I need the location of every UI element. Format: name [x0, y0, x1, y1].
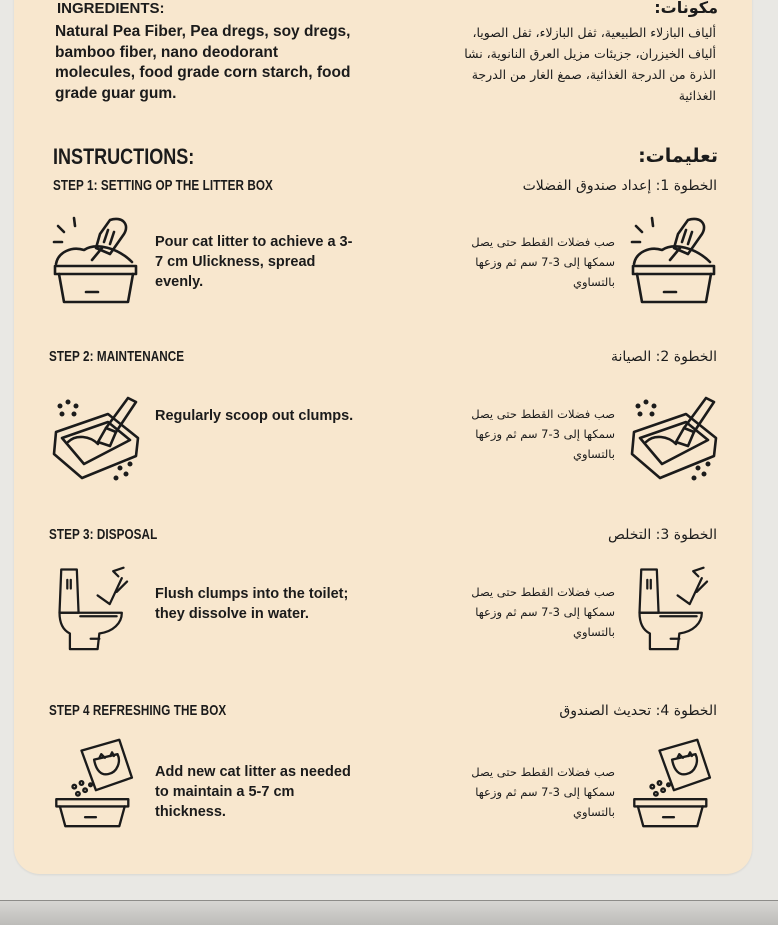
ingredients-text: Natural Pea Fiber, Pea dregs, soy dregs, bamboo fiber, nano deodorant molecules, food grade corn starch, food grade guar gum. [55, 23, 351, 102]
scoop-clumps-icon [50, 392, 140, 482]
step-2-heading-arabic: الخطوة 2: الصيانة [611, 349, 717, 365]
ingredients-text-arabic: ألياف البازلاء الطبيعية، ثفل البازلاء، ثفل الصويا، ألياف الخيزران، جزيئات مزيل العرق النانوية، نشا الذرة من الدرجة الغذائية، صمغ الغار من الدرجة الغذائية [464, 25, 716, 103]
step-1-heading: STEP 1: SETTING OP THE LITTER BOX [53, 177, 273, 194]
step-4-text: Add new cat litter as needed to maintain a 5-7 cm thickness. [155, 764, 351, 820]
step-3-text-arabic: صب فضلات القطط حتى يصل سمكها إلى 3-7 سم ثم وزعها بالتساوي [471, 585, 615, 639]
step-3-heading-arabic: الخطوة 3: التخلص [608, 527, 717, 543]
step-4-text-arabic: صب فضلات القطط حتى يصل سمكها إلى 3-7 سم ثم وزعها بالتساوي [471, 765, 615, 819]
add-litter-bag-icon [50, 738, 140, 828]
step-2-heading: STEP 2: MAINTENANCE [49, 348, 185, 365]
step-1-heading-arabic: الخطوة 1: إعداد صندوق الفضلات [522, 178, 717, 194]
bottom-edge [0, 900, 778, 925]
instructions-title-arabic: تعليمات: [638, 145, 718, 167]
step-4-heading-arabic: الخطوة 4: تحديث الصندوق [559, 703, 717, 719]
step-2-text-arabic: صب فضلات القطط حتى يصل سمكها إلى 3-7 سم ثم وزعها بالتساوي [471, 407, 615, 461]
step-4-heading: STEP 4 REFRESHING THE BOX [49, 702, 227, 719]
litter-box-scoop-icon [50, 212, 140, 302]
step-2-text: Regularly scoop out clumps. [155, 408, 354, 424]
ingredients-title-arabic: مكونات: [654, 0, 718, 17]
step-1-text: Pour cat litter to achieve a 3-7 cm Ulickness, spread evenly. [155, 234, 353, 290]
instructions-title: INSTRUCTIONS: [53, 144, 195, 169]
add-litter-bag-icon-arabic [628, 738, 718, 828]
step-1-text-arabic: صب فضلات القطط حتى يصل سمكها إلى 3-7 سم ثم وزعها بالتساوي [471, 235, 615, 289]
ingredients-title: INGREDIENTS: [57, 0, 165, 17]
litter-box-scoop-icon-arabic [628, 212, 718, 302]
step-3-heading: STEP 3: DISPOSAL [49, 526, 158, 543]
toilet-flush-icon-arabic [630, 566, 720, 656]
scoop-clumps-icon-arabic [628, 392, 718, 482]
toilet-flush-icon [50, 566, 140, 656]
step-3-text: Flush clumps into the toilet; they dissolve in water. [155, 586, 349, 622]
